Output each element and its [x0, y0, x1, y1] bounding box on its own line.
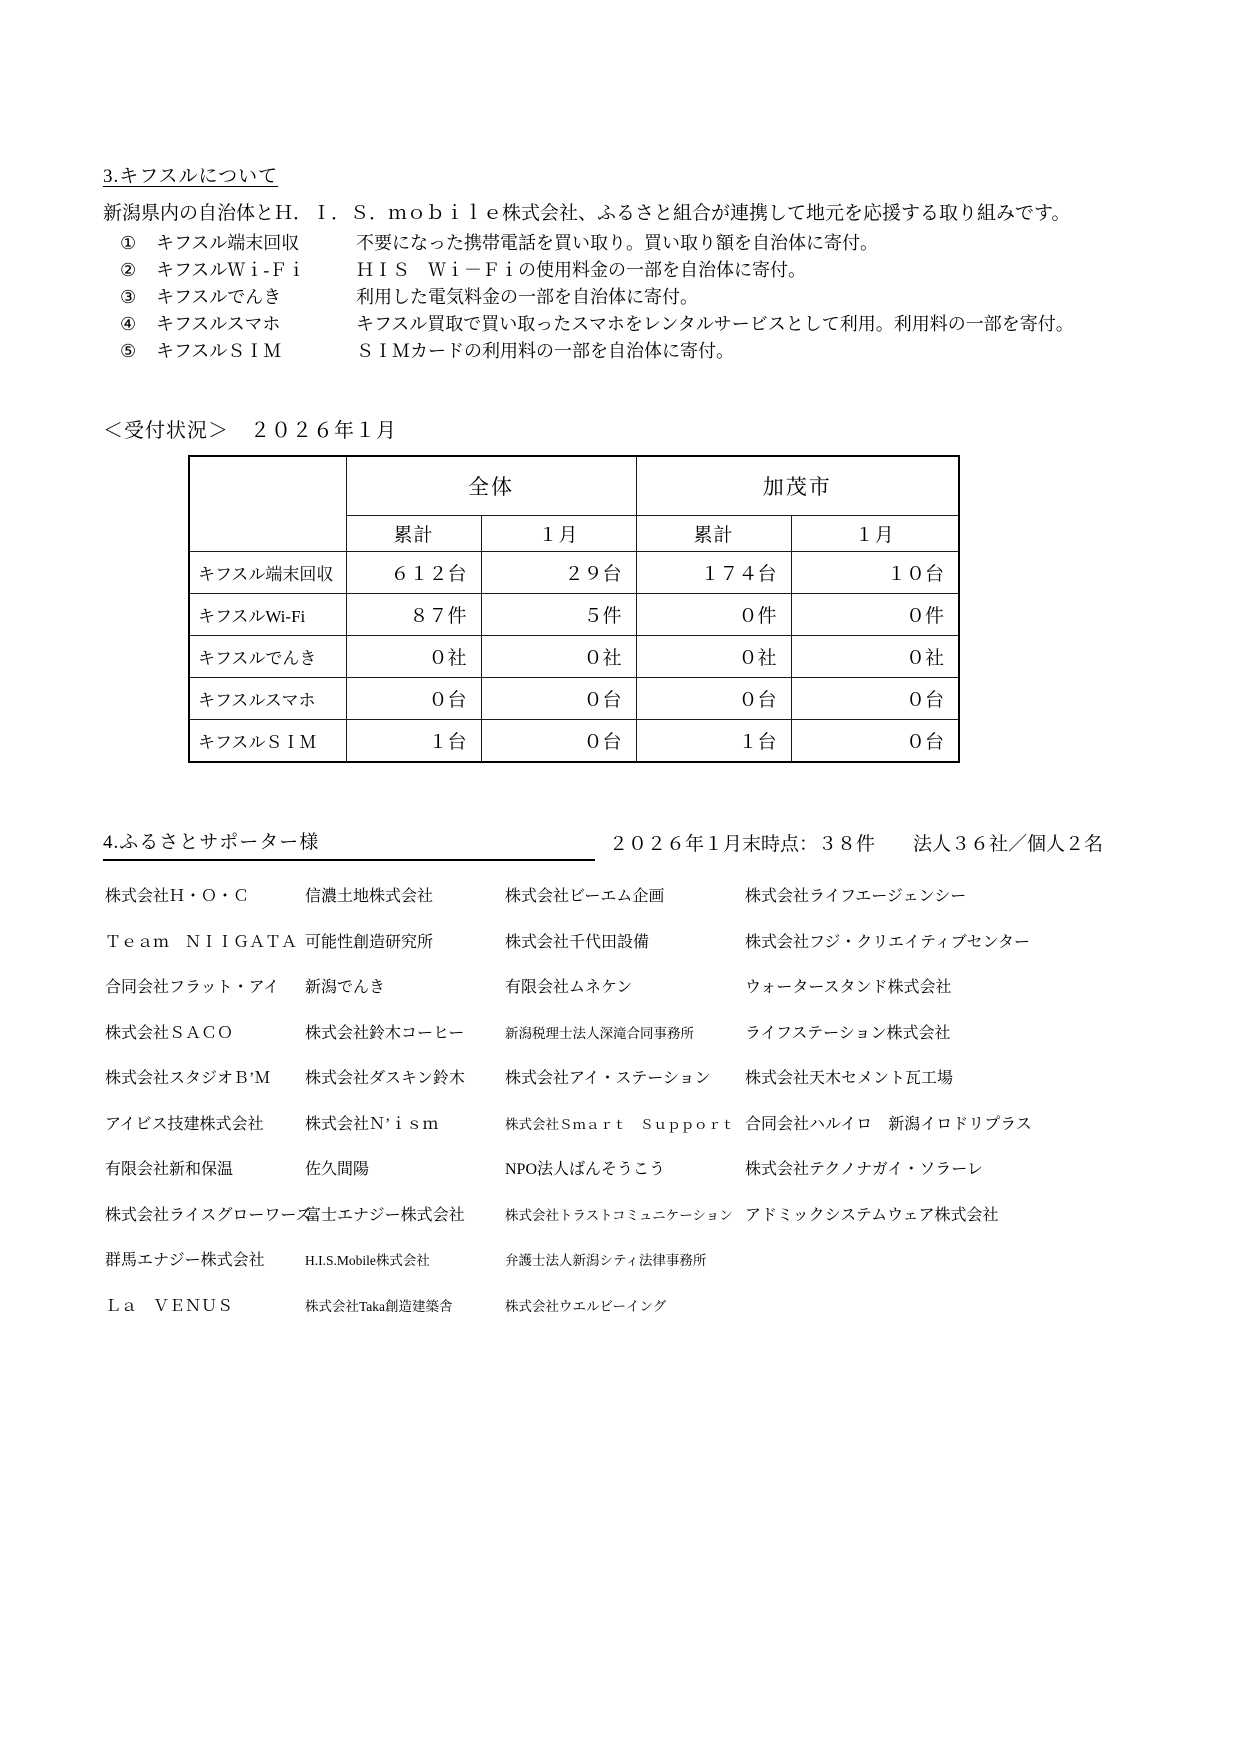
row-label: キフスルスマホ [189, 678, 346, 720]
supporter-name: 株式会社天木セメント瓦工場 [745, 1070, 954, 1087]
cell-value: １台 [346, 720, 481, 763]
item-label: キフスルＳＩＭ [156, 341, 282, 361]
item-number: ① [120, 233, 137, 253]
supporter-name: ライフステーション株式会社 [745, 1024, 951, 1042]
supporter-name: 株式会社フジ・クリエイティブセンター [745, 933, 1030, 951]
supporter-name: 株式会社スタジオＢ’Ｍ [105, 1070, 271, 1087]
reception-table-wrap [188, 455, 960, 763]
subheader-cumulative: 累計 [636, 516, 791, 552]
cell-value: ０社 [481, 636, 636, 678]
cell-value: １０台 [791, 552, 959, 594]
table-row [189, 594, 959, 636]
item-description: ＨＩＳ Ｗｉ－Ｆｉの使用料金の一部を自治体に寄付。 [356, 260, 806, 280]
section4-heading-underline [103, 827, 595, 861]
item-description: 不要になった携帯電話を買い取り。買い取り額を自治体に寄付。 [356, 233, 878, 253]
supporter-name: 可能性創造研究所 [305, 933, 434, 951]
supporter-name: 株式会社トラストコミュニケーション [505, 1207, 733, 1223]
subheader-january: １月 [481, 516, 636, 552]
supporter-name: H.I.S.Mobile株式会社 [305, 1253, 430, 1268]
supporter-name: 佐久間陽 [305, 1161, 370, 1178]
service-item [103, 311, 1178, 338]
row-label: キフスル端末回収 [189, 552, 346, 594]
supporter-name: 株式会社テクノナガイ・ソラーレ [745, 1161, 983, 1178]
supporter-name: 株式会社ダスキン鈴木 [305, 1070, 465, 1087]
supporter-name: 株式会社Ｎ’ｉｓｍ [305, 1115, 439, 1133]
supporter-name: 株式会社Ｈ・Ｏ・Ｃ [105, 888, 250, 905]
section4-heading: 4.ふるさとサポーター様 [103, 832, 320, 853]
service-item [103, 257, 1178, 284]
supporter-name: 株式会社ビーエム企画 [505, 888, 665, 905]
supporter-name: 株式会社Ｓｍａｒｔ Ｓｕｐｐｏｒｔ [505, 1116, 735, 1132]
supporter-name: 株式会社鈴木コーヒー [305, 1024, 465, 1042]
supporter-name: 有限会社新和保温 [105, 1161, 234, 1178]
supporter-name: NPO法人ばんそうこう [505, 1161, 666, 1178]
cell-value: ０社 [791, 636, 959, 678]
item-number: ④ [120, 314, 137, 334]
supporter-name: 弁護士法人新潟シティ法律事務所 [505, 1253, 707, 1268]
table-corner-cell [189, 456, 346, 552]
cell-value: ２９台 [481, 552, 636, 594]
supporter-name: 群馬エナジー株式会社 [105, 1252, 265, 1269]
supporter-name: 株式会社ライスグローワーズ [105, 1206, 312, 1224]
cell-value: ０件 [791, 594, 959, 636]
subheader-january: １月 [791, 516, 959, 552]
cell-value: １７４台 [636, 552, 791, 594]
cell-value: ０台 [481, 720, 636, 763]
cell-value: ０社 [346, 636, 481, 678]
cell-value: ０社 [636, 636, 791, 678]
service-item [103, 338, 1178, 365]
table-row [189, 678, 959, 720]
cell-value: ０台 [636, 678, 791, 720]
table-row [189, 552, 959, 594]
cell-value: ０台 [791, 678, 959, 720]
supporter-name: 合同会社フラット・アイ [105, 979, 280, 996]
supporter-name: 新潟でんき [305, 979, 386, 996]
item-number: ⑤ [120, 341, 137, 361]
cell-value: ０台 [346, 678, 481, 720]
section-supporters-header [103, 827, 1163, 861]
supporter-name: 有限会社ムネケン [505, 979, 633, 996]
supporter-name: 株式会社Taka創造建築舎 [305, 1298, 453, 1314]
service-item [103, 230, 1178, 257]
cell-value: ５件 [481, 594, 636, 636]
supporter-name: 合同会社ハルイロ 新潟イロドリプラス [745, 1115, 1032, 1133]
cell-value: ６１２台 [346, 552, 481, 594]
supporter-name [745, 1250, 1165, 1296]
supporter-name: ウォータースタンド株式会社 [745, 979, 952, 996]
supporter-name: 株式会社ウエルビーイング [505, 1298, 667, 1314]
reception-caption: ＜受付状況＞ ２０２６年１月 [103, 420, 397, 442]
reception-table [188, 455, 960, 763]
cell-value: ０台 [791, 720, 959, 763]
item-description: ＳＩＭカードの利用料の一部を自治体に寄付。 [356, 341, 734, 361]
supporter-name: 株式会社千代田設備 [505, 933, 650, 951]
supporter-name: 株式会社ライフエージェンシー [745, 888, 967, 905]
supporter-name [745, 1296, 1165, 1342]
row-label: キフスルWi-Fi [189, 594, 346, 636]
supporter-name: 株式会社ＳＡＣＯ [105, 1024, 234, 1042]
supporter-name: 信濃土地株式会社 [305, 888, 434, 905]
item-number: ② [120, 260, 137, 280]
service-list [103, 230, 1178, 365]
item-number: ③ [120, 287, 137, 307]
supporters-grid [105, 886, 1165, 1341]
supporter-name: アイビス技建株式会社 [105, 1115, 264, 1133]
section3-intro: 新潟県内の自治体とＨ．Ｉ．Ｓ．ｍｏｂｉｌｅ株式会社、ふるさと組合が連携して地元を応援する取り組みです。 [103, 203, 1071, 224]
supporter-name: 富士エナジー株式会社 [305, 1206, 465, 1224]
item-description: 利用した電気料金の一部を自治体に寄付。 [356, 287, 698, 307]
supporter-name: Ｔｅａｍ ＮＩＩＧＡＴＡ [105, 933, 298, 951]
row-label: キフスルＳＩＭ [189, 720, 346, 763]
supporter-name: 株式会社アイ・ステーション [505, 1070, 711, 1087]
item-label: キフスルスマホ [156, 314, 281, 334]
supporter-name: Ｌａ ＶＥＮＵＳ [105, 1297, 234, 1315]
cell-value: ０件 [636, 594, 791, 636]
row-label: キフスルでんき [189, 636, 346, 678]
item-label: キフスルでんき [156, 287, 282, 307]
cell-value: ８７件 [346, 594, 481, 636]
cell-value: ０台 [481, 678, 636, 720]
table-row [189, 636, 959, 678]
section-kifusuru [103, 161, 1178, 365]
table-row [189, 720, 959, 763]
cell-value: １台 [636, 720, 791, 763]
supporter-stats: ２０２６年１月末時点：３８件 法人３６社／個人２名 [609, 834, 1104, 855]
item-description: キフスル買取で買い取ったスマホをレンタルサービスとして利用。利用料の一部を寄付。 [356, 314, 1074, 334]
service-item [103, 284, 1178, 311]
item-label: キフスルＷｉ-Ｆｉ [156, 260, 306, 280]
supporter-name: アドミックシステムウェア株式会社 [745, 1206, 999, 1224]
group-header-total: 全体 [346, 456, 636, 516]
section3-heading: 3.キフスルについて [103, 166, 279, 187]
subheader-cumulative: 累計 [346, 516, 481, 552]
item-label: キフスル端末回収 [156, 233, 300, 253]
supporter-name: 新潟税理士法人深滝合同事務所 [505, 1025, 694, 1041]
group-header-kamo-city: 加茂市 [636, 456, 959, 516]
